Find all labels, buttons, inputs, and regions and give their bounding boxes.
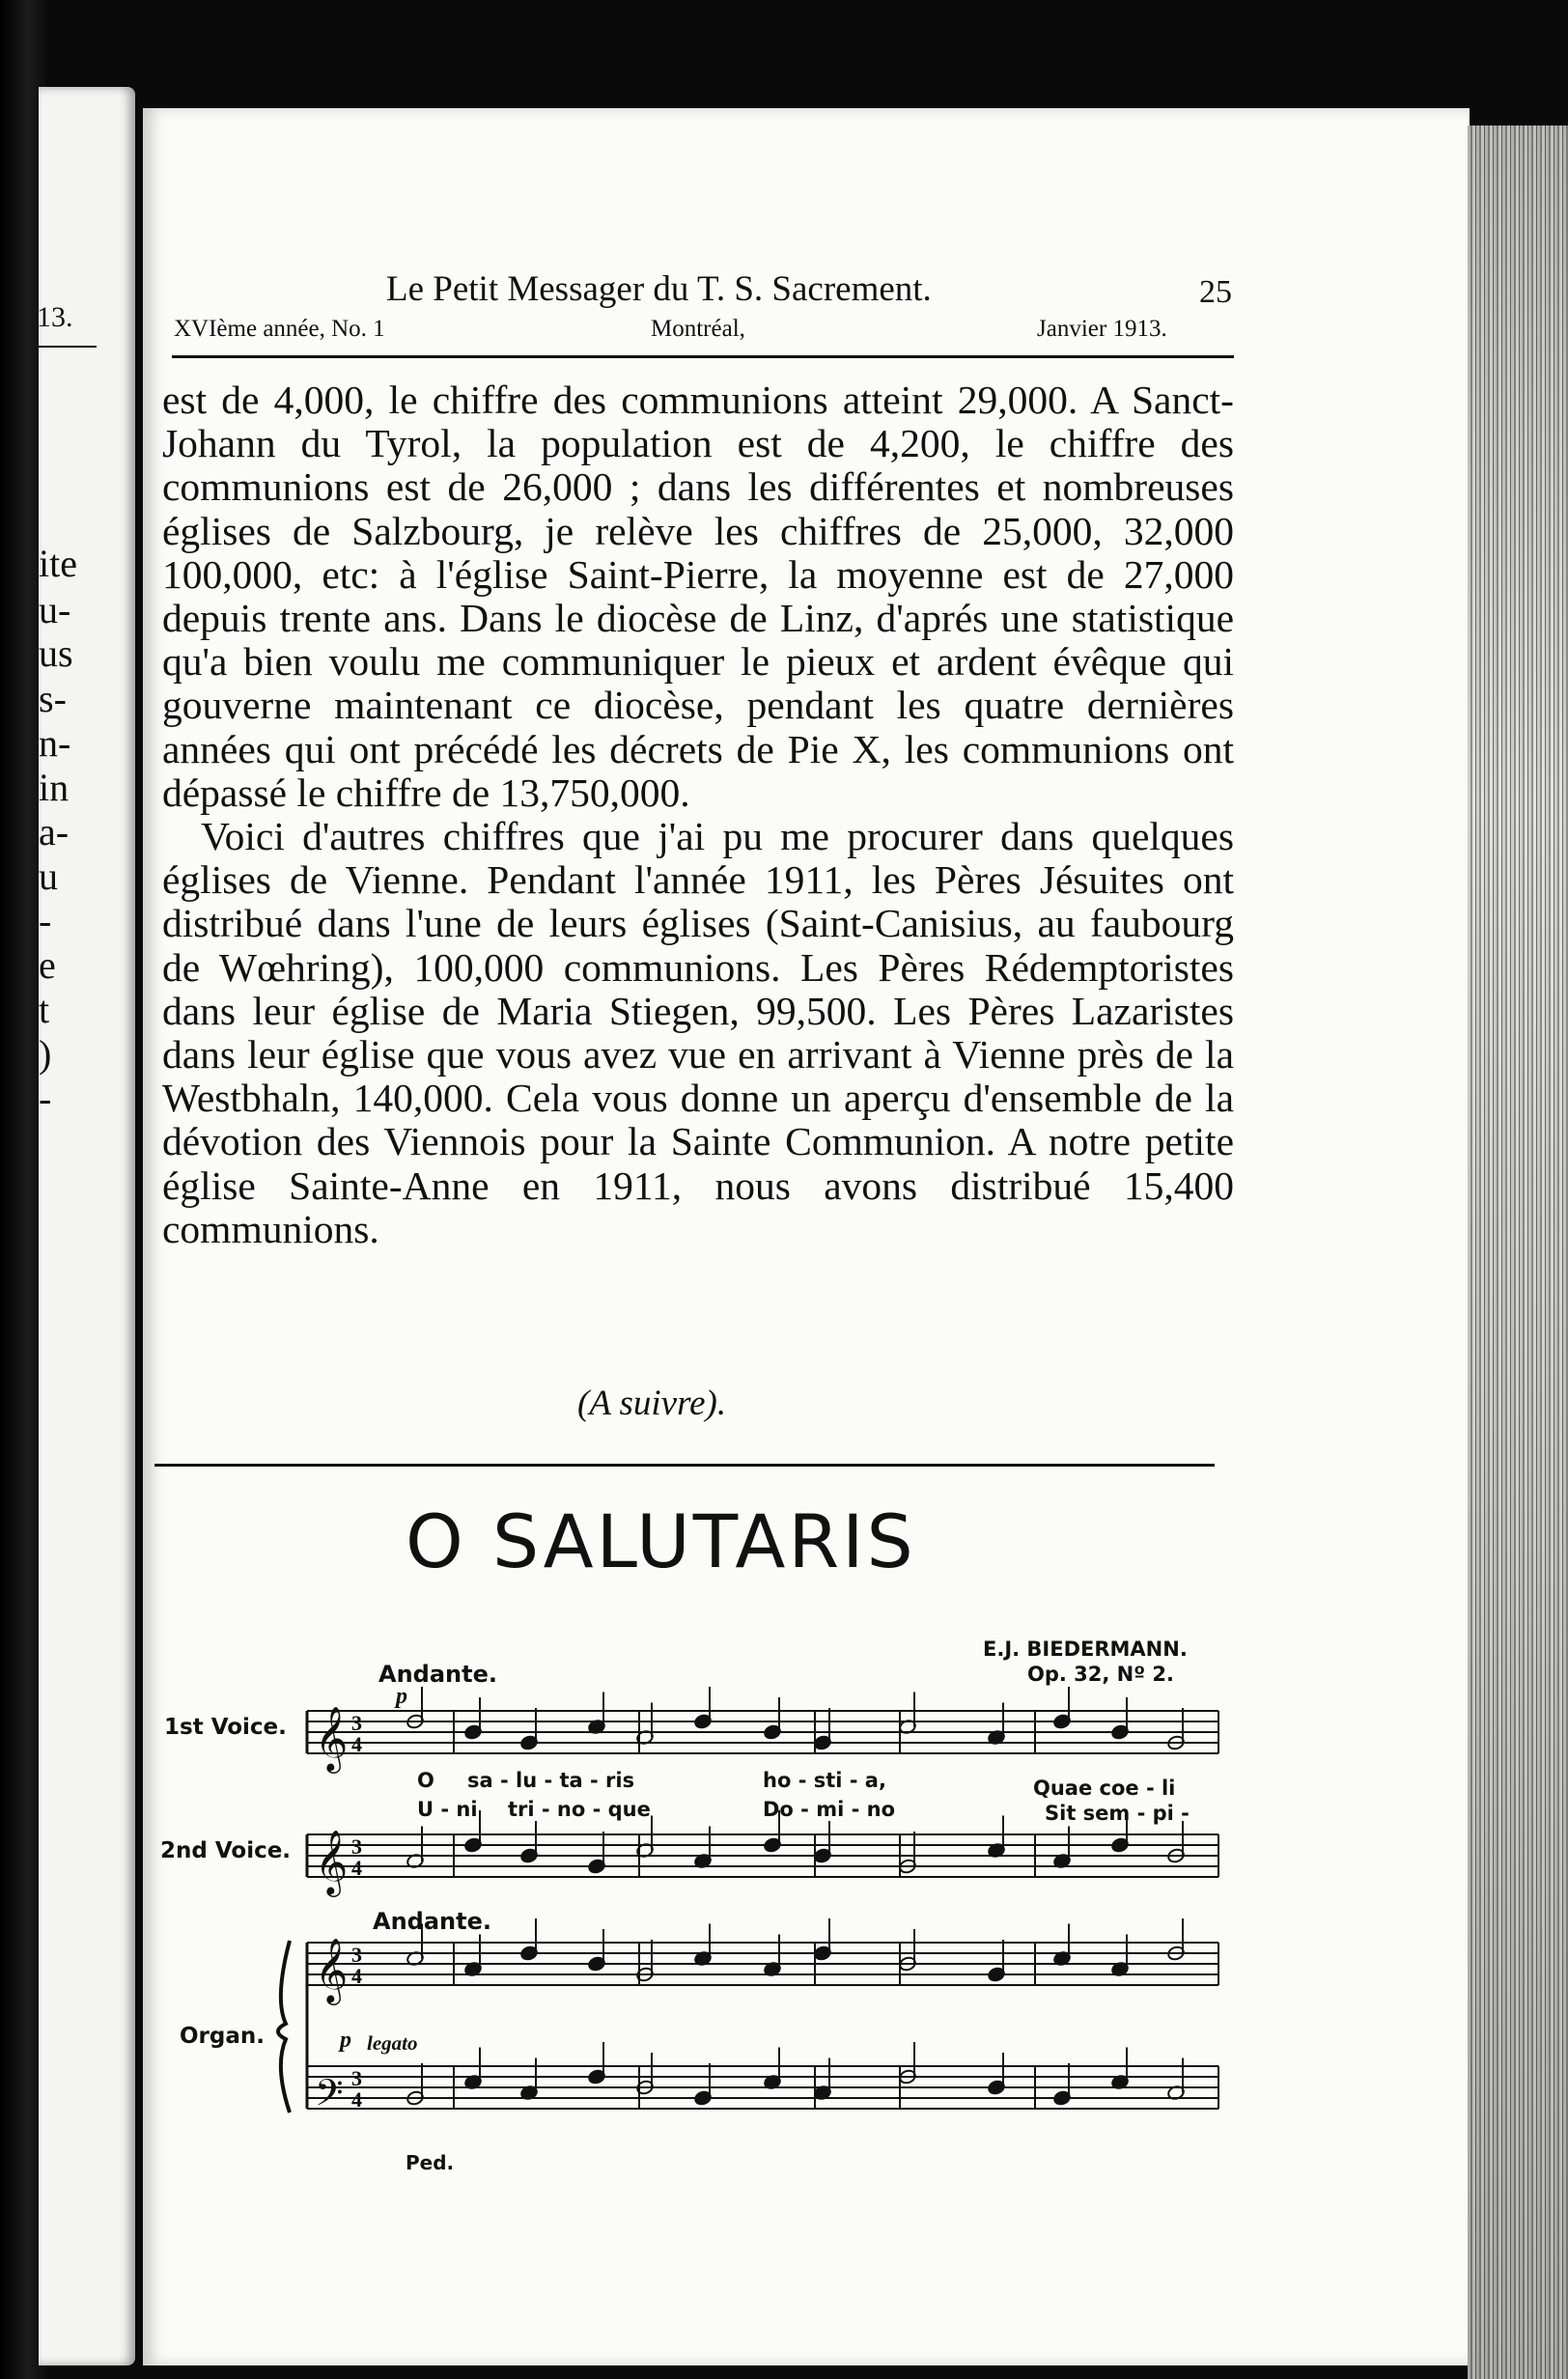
running-header-title: Le Petit Messager du T. S. Sacrement. <box>386 269 932 309</box>
time-signature: 3 <box>351 2066 362 2090</box>
lyric-syllable: Do - mi - no <box>763 1798 895 1821</box>
time-signature: 4 <box>351 1964 362 1988</box>
treble-clef-icon: 𝄞 <box>315 1829 349 1894</box>
time-signature: 3 <box>351 1943 362 1967</box>
time-signature: 4 <box>351 2087 362 2112</box>
voice1-label: 1st Voice. <box>164 1715 287 1740</box>
lyric-syllable: U - ni <box>417 1798 478 1821</box>
lyric-syllable: Quae coe - li <box>1033 1777 1176 1800</box>
lyric-syllable: O <box>417 1769 434 1792</box>
voice2-label: 2nd Voice. <box>160 1838 292 1863</box>
organ-label: Organ. <box>180 2024 265 2049</box>
pedal-mark: Ped. <box>406 2151 455 2174</box>
lyric-syllable: Sit sem - pi - <box>1045 1802 1190 1825</box>
issue-date: Janvier 1913. <box>1037 316 1167 342</box>
continued-note: (A suivre). <box>577 1384 727 1423</box>
organ-brace-icon <box>278 1941 290 2113</box>
left-fragment: e <box>39 943 56 987</box>
left-fragment: ite <box>39 542 77 585</box>
page-number: 25 <box>1199 274 1232 310</box>
left-fragment: ) <box>39 1032 52 1076</box>
left-fragment: s- <box>39 677 67 720</box>
paragraph: est de 4,000, le chiffre des communions atteint 29,000. A Sanct-Johann du Tyrol, la population est de 4,200, le chiffre des communions est de 26,000 ; dans les différentes et nombreuses églises de Salzbourg, je relève les chiffres de 25,000, 32,000 100,000, etc: à l'église Saint-Pierre, la moyenne est de 27,000 depuis trente ans. Dans le diocèse de Linz, d'aprés une statistique qu'a bien voulu me communiquer le pieux et ardent évêque qui gouverne maintenant ce diocèse, pendant les quatre dernières années qui ont précédé les décrets de Pie X, les communions ont dépassé le chiffre de 13,750,000. <box>162 378 1234 815</box>
left-fragment: in <box>39 766 70 809</box>
time-signature: 3 <box>351 1711 362 1735</box>
lyric-syllable: sa - lu - ta - ris <box>467 1769 635 1792</box>
dynamic-organ: p <box>340 2028 351 2053</box>
opus: Op. 32, Nº 2. <box>1027 1663 1175 1686</box>
score-staves <box>278 1687 1218 2123</box>
left-fragment: u- <box>39 588 71 631</box>
time-signature: 4 <box>351 1732 362 1756</box>
left-fragment: us <box>39 631 73 675</box>
dynamic-voice: p <box>396 1684 407 1709</box>
left-fragment: a- <box>39 810 70 854</box>
tempo-voice: Andante. <box>378 1661 497 1688</box>
volume-info: XVIème année, No. 1 <box>174 316 385 342</box>
music-title: O SALUTARIS <box>406 1498 916 1584</box>
treble-clef-icon: 𝄞 <box>315 1937 349 2002</box>
paragraph: Voici d'autres chiffres que j'ai pu me procurer dans quelques églises de Vienne. Pendant l'année 1911, les Pères Jésuites ont distribué dans l'une de leurs églises (Saint-Canisius, au faubourg de Wœhring), 100,000 communions. Les Pères Rédemptoristes dans leur église de Maria Stiegen, 99,500. Les Pères Lazaristes dans leur église que vous avez vue en arrivant à Vienne près de la Westbhaln, 140,000. Cela vous donne un aperçu d'ensemble de la dévotion des Viennois pour la Sainte Communion. A notre petite église Sainte-Anne en 1911, nous avons distribué 15,400 communions. <box>162 814 1234 1251</box>
left-fragment: t <box>39 988 50 1031</box>
treble-clef-icon: 𝄞 <box>315 1705 349 1771</box>
left-fragment: - <box>39 899 52 942</box>
city: Montréal, <box>651 316 745 342</box>
left-fragment: n- <box>39 721 71 765</box>
composer: E.J. BIEDERMANN. <box>983 1637 1188 1661</box>
left-fragment: u <box>39 854 58 898</box>
tempo-organ: Andante. <box>373 1908 491 1935</box>
time-signature: 3 <box>351 1834 362 1859</box>
lyric-syllable: ho - sti - a, <box>763 1769 886 1792</box>
lyric-syllable: tri - no - que <box>508 1798 651 1821</box>
left-fragment: - <box>39 1077 52 1120</box>
left-page-number-fragment: 13. <box>37 301 73 333</box>
legato-mark: legato <box>367 2031 418 2055</box>
bass-clef-icon: 𝄢 <box>315 2071 344 2123</box>
time-signature: 4 <box>351 1856 362 1880</box>
